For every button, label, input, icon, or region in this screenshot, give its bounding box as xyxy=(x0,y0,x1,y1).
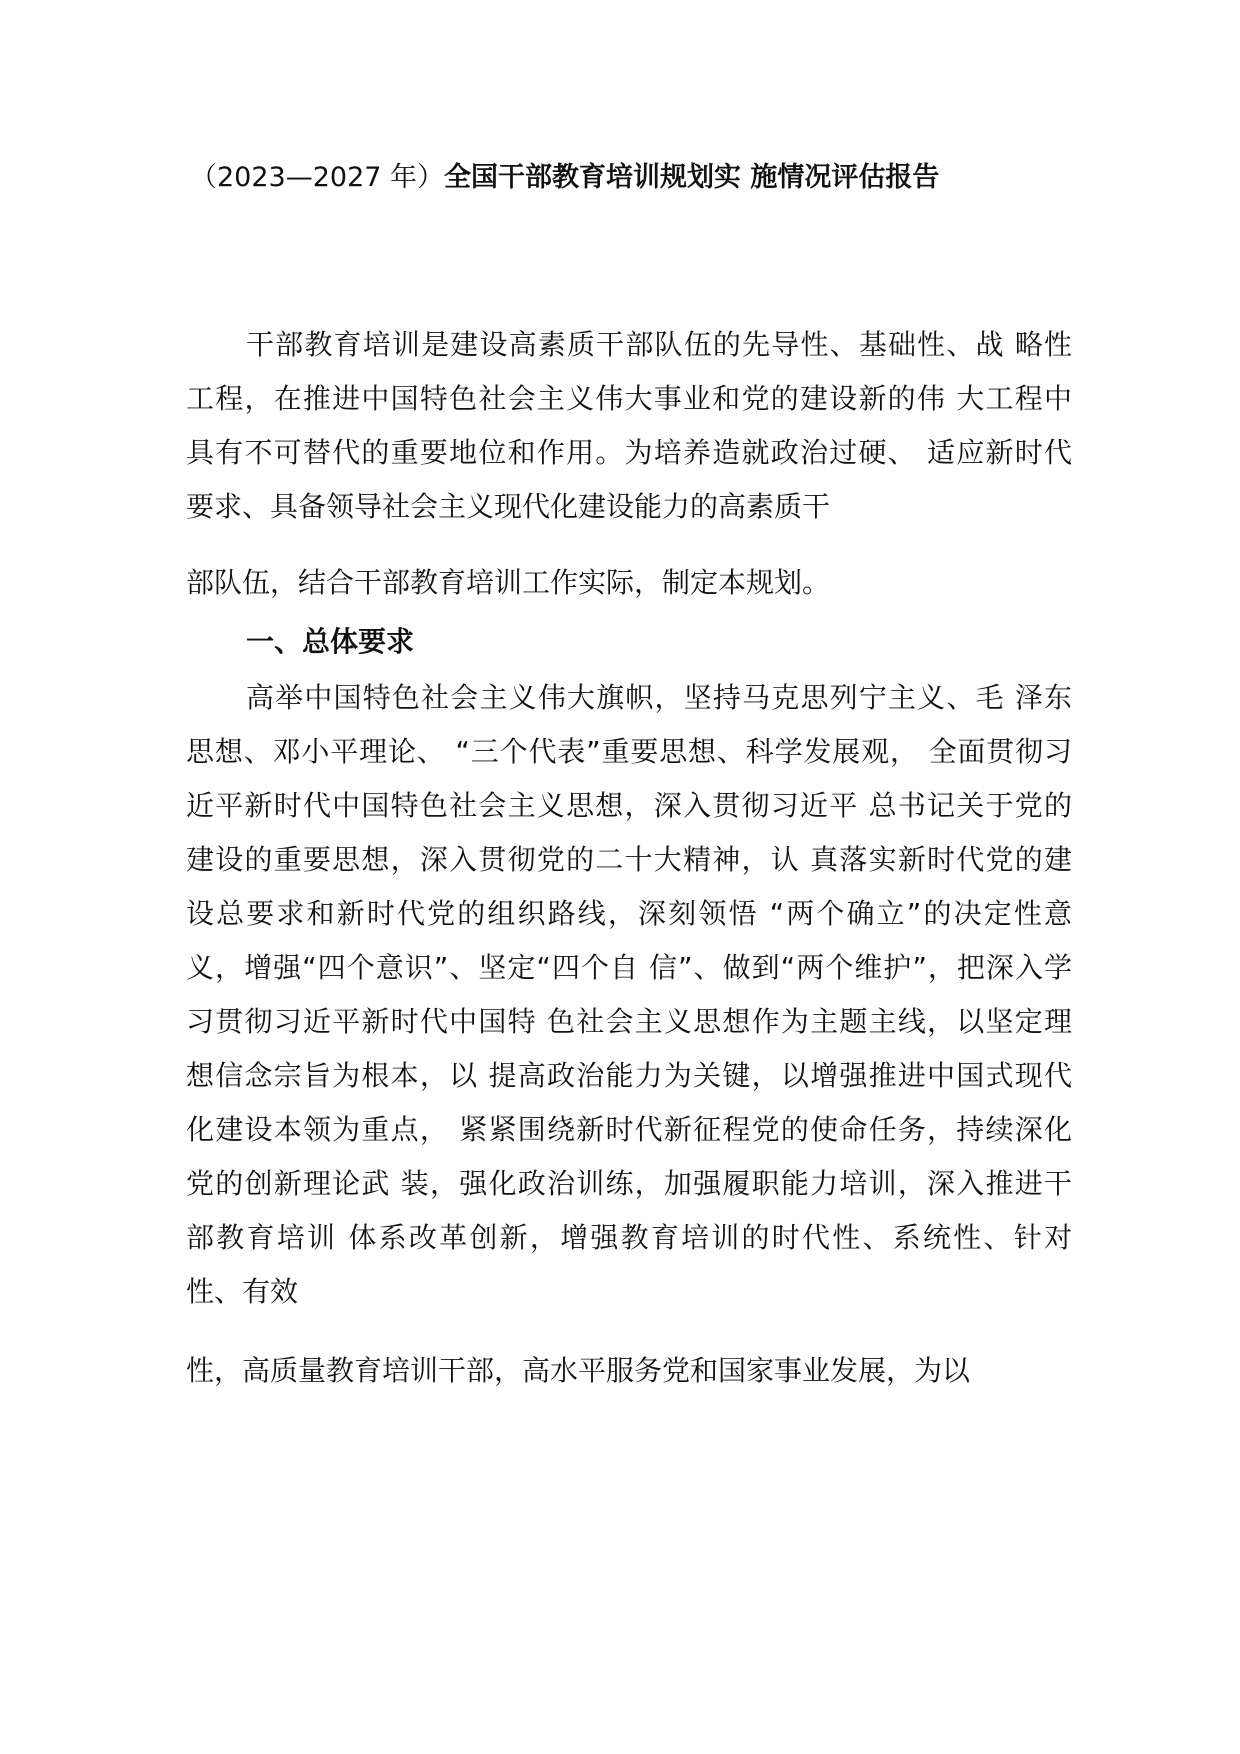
title-main: 全国干部教育培训规划实 施情况评估报告 xyxy=(444,162,940,193)
document-title xyxy=(190,160,939,196)
section-line-6: 义，增强“四个意识”、坚定“四个自 信”、做到“两个维护”，把深入学 xyxy=(186,951,1072,984)
section-line-12: 性、有效 xyxy=(186,1275,299,1308)
intro-line-2: 工程，在推进中国特色社会主义伟大事业和党的建设新的伟 大工程中 xyxy=(186,382,1072,415)
intro-line-1: 干部教育培训是建设高素质干部队伍的先导性、基础性、战 略性 xyxy=(246,328,1072,361)
section-line-1: 高举中国特色社会主义伟大旗帜，坚持马克思列宁主义、毛 泽东 xyxy=(246,681,1072,714)
section-heading: 一、总体要求 xyxy=(246,625,415,658)
section-line-5: 设总要求和新时代党的组织路线，深刻领悟 “两个确立”的决定性意 xyxy=(186,897,1072,930)
section-line-13: 性，高质量教育培训干部，高水平服务党和国家事业发展，为以 xyxy=(186,1354,971,1387)
intro-line-3: 具有不可替代的重要地位和作用。为培养造就政治过硬、 适应新时代 xyxy=(186,436,1072,469)
section-line-11: 部教育培训 体系改革创新，增强教育培训的时代性、系统性、针对 xyxy=(186,1221,1072,1254)
section-line-9: 化建设本领为重点， 紧紧围绕新时代新征程党的使命任务，持续深化 xyxy=(186,1113,1072,1146)
section-line-2: 思想、邓小平理论、 “三个代表”重要思想、科学发展观， 全面贯彻习 xyxy=(186,735,1072,768)
intro-line-4: 要求、具备领导社会主义现代化建设能力的高素质干 xyxy=(186,490,831,523)
section-line-3: 近平新时代中国特色社会主义思想，深入贯彻习近平 总书记关于党的 xyxy=(186,789,1072,822)
section-line-8: 想信念宗旨为根本，以 提高政治能力为关键，以增强推进中国式现代 xyxy=(186,1059,1072,1092)
section-line-4: 建设的重要思想，深入贯彻党的二十大精神，认 真落实新时代党的建 xyxy=(186,843,1072,876)
title-years: （2023—2027 年） xyxy=(190,162,445,193)
intro-line-5: 部队伍，结合干部教育培训工作实际，制定本规划。 xyxy=(186,566,831,599)
section-line-10: 党的创新理论武 装，强化政治训练，加强履职能力培训，深入推进干 xyxy=(186,1167,1072,1200)
section-line-7: 习贯彻习近平新时代中国特 色社会主义思想作为主题主线，以坚定理 xyxy=(186,1005,1072,1038)
